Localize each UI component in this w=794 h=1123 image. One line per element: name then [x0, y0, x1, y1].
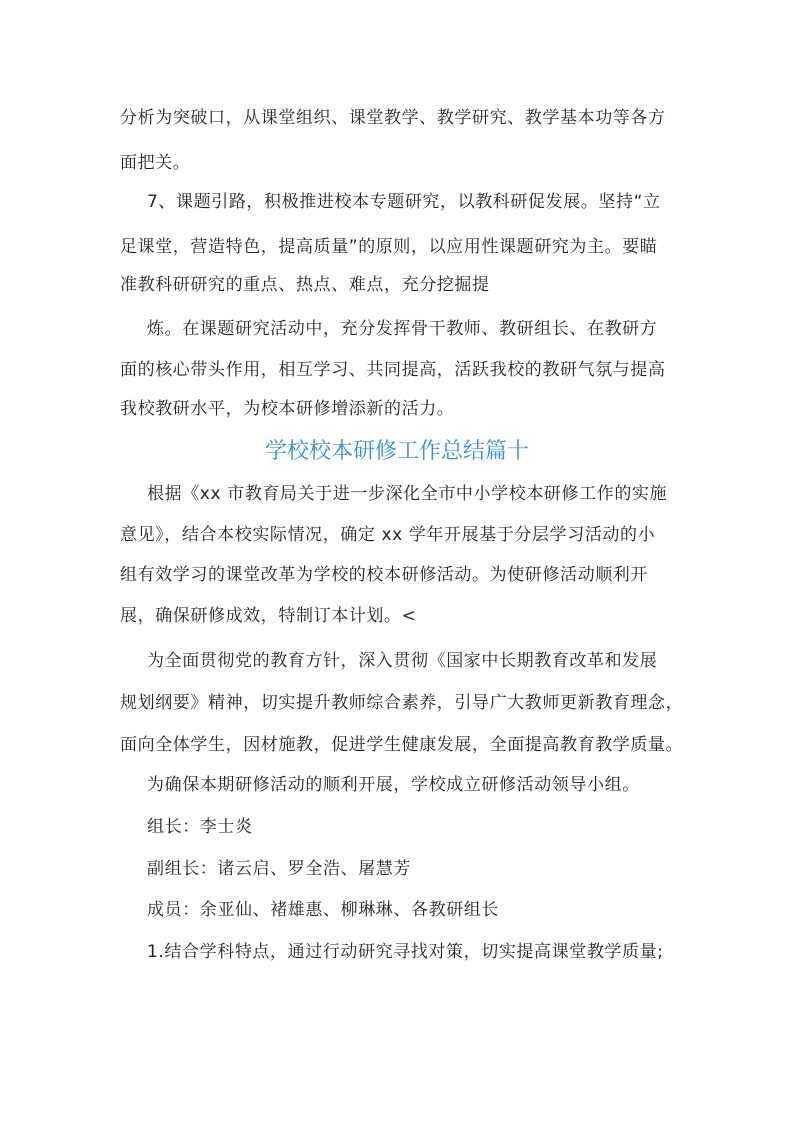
text-line: 面把关。 — [120, 153, 191, 173]
text-line: 展，确保研修成效，特制订本计划。< — [120, 606, 417, 626]
text-line: 炼。在课题研究活动中，充分发挥骨干教师、教研组长、在教研方 — [147, 319, 658, 339]
members-line: 成员：余亚仙、褚雄惠、柳琳琳、各教研组长 — [147, 900, 499, 920]
text-line: 面向全体学生，因材施教，促进学生健康发展，全面提高教育教学质量。 — [120, 735, 684, 755]
group-leader-line: 组长：李士炎 — [147, 817, 253, 837]
text-line: 足课堂，营造特色，提高质量”的原则，以应用性课题研究为主。要瞄 — [120, 237, 658, 257]
vice-leaders-line: 副组长：诸云启、罗全浩、屠慧芳 — [147, 859, 411, 879]
text-line: 意见》，结合本校实际情况，确定 xx 学年开展基于分层学习活动的小 — [120, 525, 656, 545]
text-line: 为确保本期研修活动的顺利开展，学校成立研修活动领导小组。 — [147, 775, 640, 795]
text-line: 组有效学习的课堂改革为学校的校本研修活动。为使研修活动顺利开 — [120, 565, 648, 585]
text-line: 我校教研水平，为校本研修增添新的活力。 — [120, 399, 455, 419]
text-line: 准教科研研究的重点、热点、难点，充分挖掘提 — [120, 275, 490, 295]
text-line: 为全面贯彻党的教育方针，深入贯彻《国家中长期教育改革和发展 — [147, 651, 658, 671]
text-line: 面的核心带头作用，相互学习、共同提高，活跃我校的教研气氛与提高 — [120, 360, 666, 380]
section-heading: 学校校本研修工作总结篇十 — [264, 439, 529, 464]
text-line: 规划纲要》精神，切实提升教师综合素养，引导广大教师更新教育理念， — [120, 693, 684, 713]
list-item: 1.结合学科特点，通过行动研究寻找对策，切实提高课堂教学质量; — [147, 942, 664, 962]
text-line: 根据《xx 市教育局关于进一步深化全市中小学校本研修工作的实施 — [147, 484, 668, 504]
text-line: 7、课题引路，积极推进校本专题研究，以教科研促发展。坚持“立 — [147, 192, 661, 212]
text-line: 分析为突破口，从课堂组织、课堂教学、教学研究、教学基本功等各方 — [120, 108, 666, 128]
